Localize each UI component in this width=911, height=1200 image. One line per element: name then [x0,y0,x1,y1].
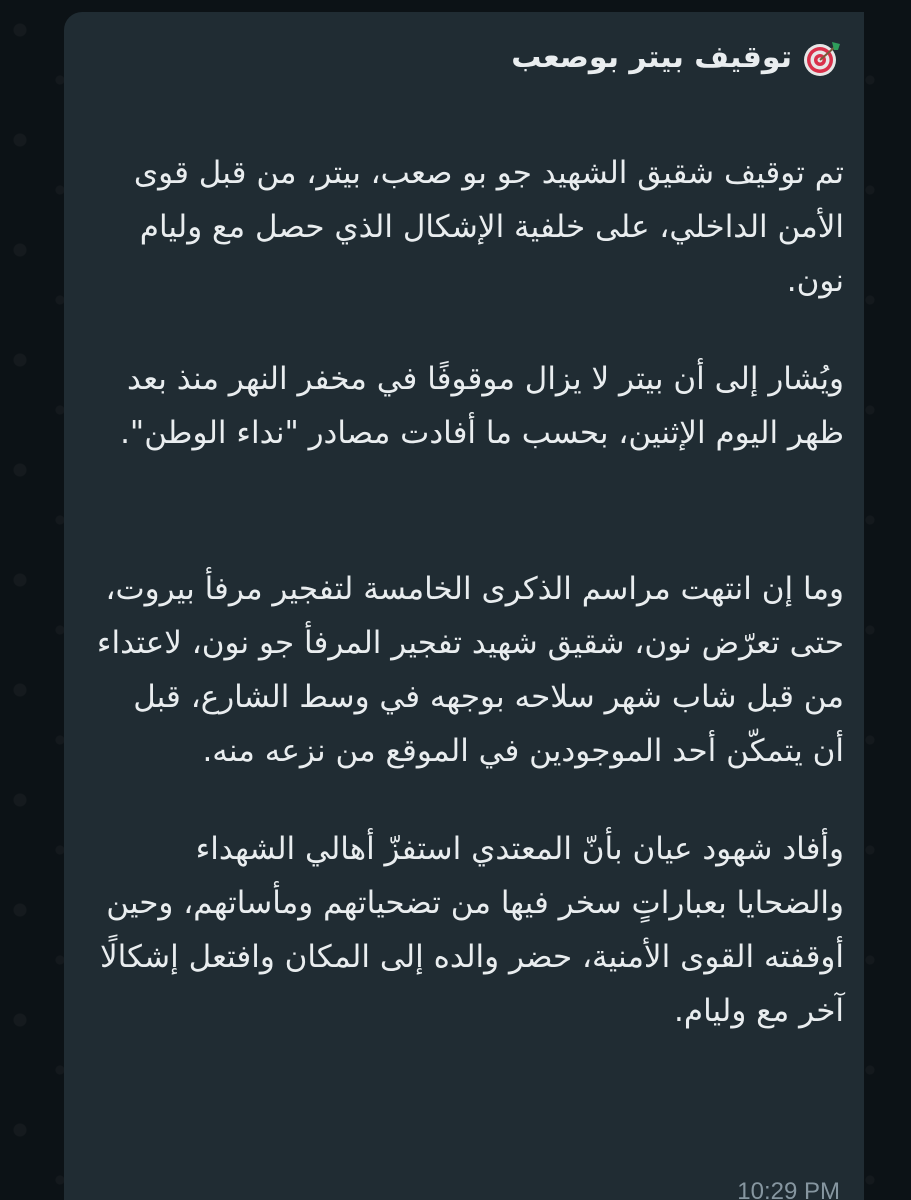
message-paragraph-4: وأفاد شهود عيان بأنّ المعتدي استفزّ أهالي الشهداء والضحايا بعباراتٍ سخر فيها من تضحياتهم ومأساتهم، وحين أوقفته القوى الأمنية، حضر والده إلى المكان وافتعل إشكالًا آخر مع وليام. [99,831,844,1029]
message-title: توقيف بيتر بوصعب [511,40,792,75]
message-paragraph-2: ويُشار إلى أن بيتر لا يزال موقوفًا في مخفر النهر منذ بعد ظهر اليوم الإثنين، بحسب ما أفادت مصادر "نداء الوطن". [120,361,844,451]
message-timestamp: 10:29 PM [737,1178,840,1200]
message-paragraph-3: وما إن انتهت مراسم الذكرى الخامسة لتفجير مرفأ بيروت، حتى تعرّض نون، شقيق شهيد تفجير المرفأ جو نون، لاعتداء من قبل شاب شهر سلاحه بوجهه في وسط الشارع، قبل أن يتمكّن أحد الموجودين في الموقع من نزعه منه. [96,571,844,769]
message-bubble[interactable] [64,12,864,1200]
message-paragraph-1: تم توقيف شقيق الشهيد جو بو صعب، بيتر، من قبل قوى الأمن الداخلي، على خلفية الإشكال الذي حصل مع وليام نون. [133,155,844,299]
message-title-row [96,36,842,80]
direct-hit-target-icon [802,38,842,78]
